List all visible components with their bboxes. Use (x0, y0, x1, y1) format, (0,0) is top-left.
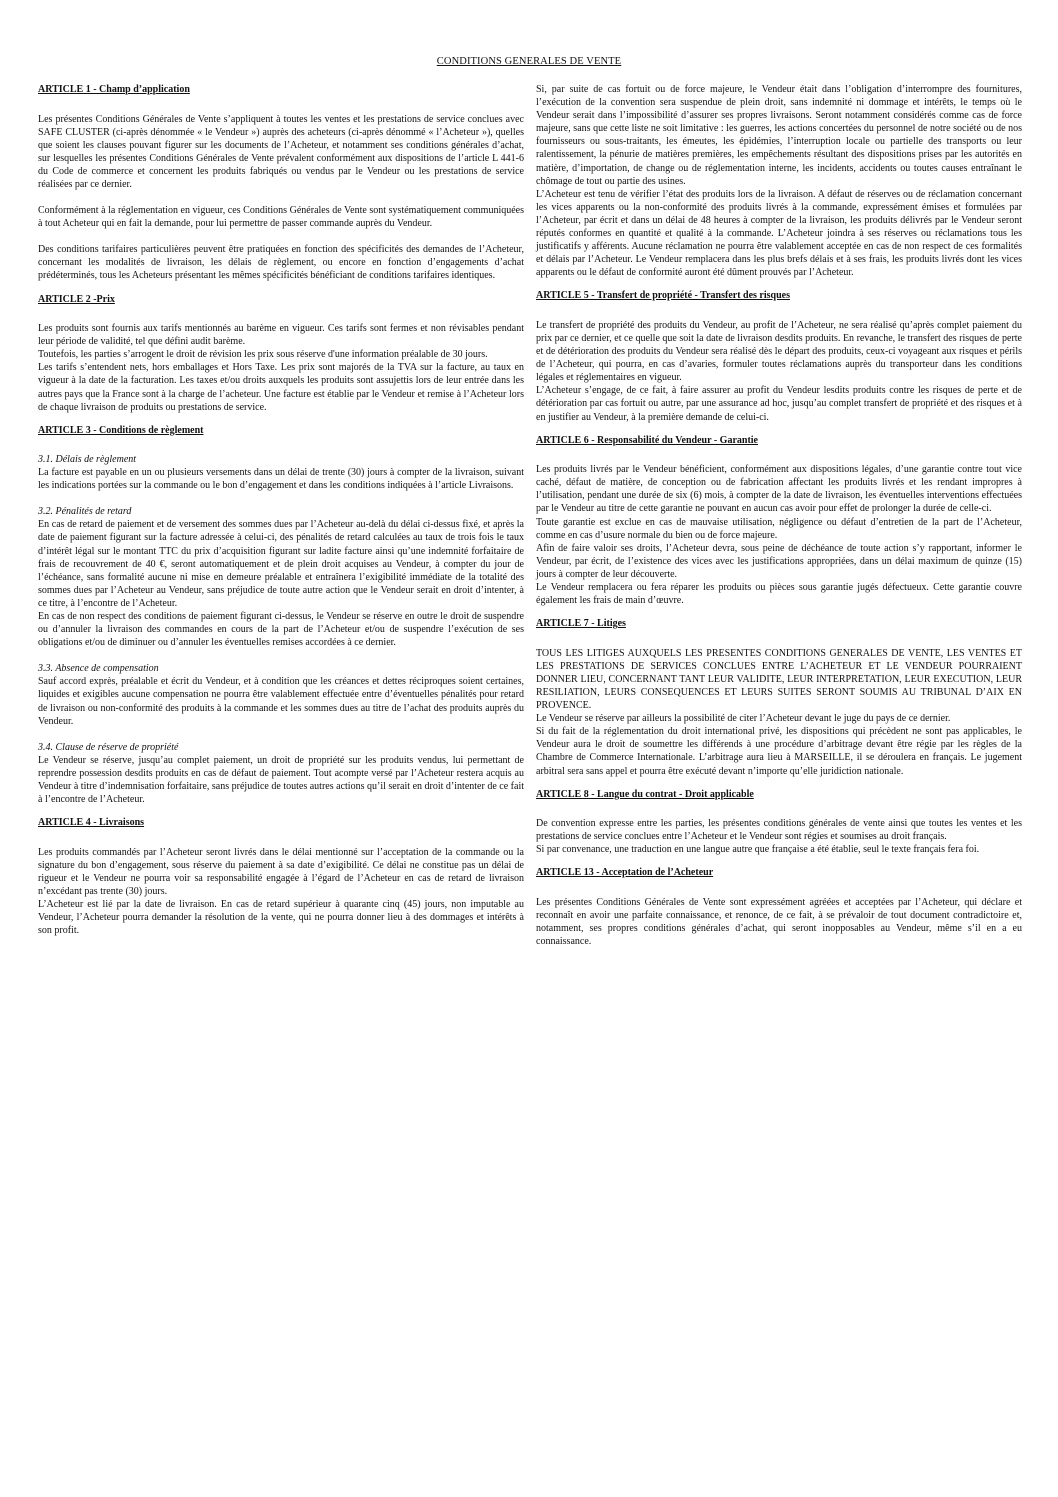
article-3-2-paragraph-1: En cas de retard de paiement et de versement des sommes dues par l’Acheteur au-delà du délai ci-dessus fixé, et après la date de paiement figurant sur la facture adressée à celui-ci, des pénalités de retard calculées au taux de trois fois le taux d’intérêt légal sur le montant TTC du prix d’acquisition figurant sur ladite facture ainsi qu’une indemnité forfaitaire de frais de recouvrement de 40 €, seront automatiquement et de plein droit acquises au Vendeur, à compter du jour de l’échéance, sans formalité aucune ni mise en demeure préalable et entraînera l’exigibilité immédiate de la totalité des sommes dues par l’Acheteur au Vendeur, sans préjudice de toute autre action que le Vendeur serait en droit d’intenter, à ce titre, à l’encontre de l’Acheteur. (38, 519, 524, 609)
article-6-title: ARTICLE 6 - Responsabilité du Vendeur - Garantie (536, 434, 758, 446)
article-4-paragraph-4: L’Acheteur est tenu de vérifier l’état des produits lors de la livraison. A défaut de réserves ou de réclamation concernant les vices apparents ou la non-conformité des produits livrés à la commande, expressément émises et formulées par l’Acheteur, par écrit et dans un délai de 48 heures à compter de la livraison, les produits délivrés par le Vendeur seront réputés conformes en quantité et qualité à la commande. L’Acheteur joindra à ses réserves ou réclamations tous les justificatifs y afférents. Aucune réclamation ne pourra être valablement acceptée en cas de non respect de ces formalités et délais par l’Acheteur. Le Vendeur remplacera dans les plus brefs délais et à ses frais, les produits livrés dont les vices apparents ou le défaut de conformité auront été dûment prouvés par l’Acheteur. (536, 188, 1022, 279)
article-7-paragraph-2: Le Vendeur se réserve par ailleurs la possibilité de citer l’Acheteur devant le juge du pays de ce dernier. (536, 713, 951, 725)
article-5-title: ARTICLE 5 - Transfert de propriété - Transfert des risques (536, 290, 790, 302)
article-1-paragraph-2: Conformément à la réglementation en vigueur, ces Conditions Générales de Vente sont systématiquement communiquées à tout Acheteur qui en fait la demande, pour lui permettre de passer commande auprès du Vendeur. (38, 205, 524, 230)
article-6-paragraph-3: Afin de faire valoir ses droits, l’Acheteur devra, sous peine de déchéance de toute action s’y rapportant, informer le Vendeur, par écrit, de l’existence des vices avec les justifications appropriées, dans un délai maximum de quinze (15) jours à compter de leur découverte. (536, 542, 1022, 580)
article-4-paragraph-2: L’Acheteur est lié par la date de livraison. En cas de retard supérieur à quarante cinq (45) jours, non imputable au Vendeur, l’Acheteur pourra demander la résolution de la vente, qui ne pourra donner lieu à des dommages et intérêts à son profit. (38, 898, 524, 937)
article-4-paragraph-3: Si, par suite de cas fortuit ou de force majeure, le Vendeur était dans l’obligation d’interrompre des fournitures, l’exécution de la convention sera suspendue de plein droit, sans indemnité ni dommage et intérêts, le temps où le Vendeur serait dans l’impossibilité d’assurer ses propres livraisons. Seront notamment considérés comme cas de force majeure, sans que cette liste ne soit limitative : les guerres, les actions concertées du personnel de notre société ou de nos fournisseurs ou sous-traitants, les émeutes, les épidémies, l’interruption locale ou partielle des transports ou leur ralentissement, la pénurie de matières premières, les empêchements résultant des dispositions prises par les autorités en matière, d’importation, de change ou de réglementation interne, les incidents, accidents ou toutes causes entraînant le chômage de tout ou partie des usines. (536, 84, 1022, 187)
article-8-paragraph-1: De convention expresse entre les parties, les présentes conditions générales de vente ainsi que toutes les ventes et les prestations de service conclues entre l’Acheteur et le Vendeur sont régies et soumises au droit français. (536, 818, 1022, 843)
article-13-paragraph-1: Les présentes Conditions Générales de Vente sont expressément agréées et acceptées par l’Acheteur, qui déclare et reconnaît en avoir une parfaite connaissance, et renonce, de ce fait, à se prévaloir de tout document contradictoire et, notamment, ses propres conditions générales d’achat, qui seront inopposables au Vendeur, même s’il en a eu connaissance. (536, 896, 1022, 948)
article-3-1-paragraph: La facture est payable en un ou plusieurs versements dans un délai de trente (30) jours à compter de la livraison, suivant les indications portées sur la commande ou le bon d’engagement et dans les conditions indiquées à l’article Livraisons. (38, 467, 524, 492)
article-13-title: ARTICLE 13 - Acceptation de l’Acheteur (536, 867, 714, 879)
article-5-paragraph-2: L’Acheteur s’engage, de ce fait, à faire assurer au profit du Vendeur lesdits produits contre les risques de perte et de détérioration par cas fortuit ou autre, par une assurance ad hoc, jusqu’au complet transfert de propriété et des risques et à en justifier au Vendeur, à la première demande de celui-ci. (536, 385, 1022, 423)
article-4-title: ARTICLE 4 - Livraisons (38, 817, 145, 829)
article-2-paragraph-1: Les produits sont fournis aux tarifs mentionnés au barème en vigueur. Ces tarifs sont fermes et non révisables pendant leur période de validité, tel que défini audit barème. (38, 323, 524, 348)
article-8-paragraph-2: Si par convenance, une traduction en une langue autre que française a été établie, seul le texte français fera foi. (536, 844, 980, 856)
article-3-title: ARTICLE 3 - Conditions de règlement (38, 424, 204, 436)
article-8-title: ARTICLE 8 - Langue du contrat - Droit applicable (536, 788, 754, 800)
article-3-2-paragraph-2: En cas de non respect des conditions de paiement figurant ci-dessus, le Vendeur se réserve en outre le droit de suspendre ou d’annuler la livraison des commandes en cours de la part de l’Acheteur et/ou de suspendre l’exécution de ses obligations et/ou de diminuer ou d’annuler les éventuelles remises accordées à ce dernier. (38, 611, 524, 649)
article-1-paragraph-3: Des conditions tarifaires particulières peuvent être pratiquées en fonction des spécificités des demandes de l’Acheteur, concernant les modalités de livraison, les délais de règlement, ou encore en fonction d’engagements d’achat prédéterminés, tous les Acheteurs présentant les mêmes spécificités bénéficiant de conditions tarifaires identiques. (38, 244, 524, 282)
article-3-4-title: 3.4. Clause de réserve de propriété (38, 741, 179, 753)
article-7-title: ARTICLE 7 - Litiges (536, 618, 626, 630)
article-3-3-title: 3.3. Absence de compensation (38, 663, 159, 675)
article-1-paragraph-1: Les présentes Conditions Générales de Vente s’appliquent à toutes les ventes et les prestations de service conclues avec SAFE CLUSTER (ci-après dénommée « le Vendeur ») auprès des acheteurs (ci-après dénommé « l’Acheteur »), quelles que soient les clauses pouvant figurer sur les documents de l’Acheteur, et notamment ses conditions générales d’achat, sur lesquelles les présentes Conditions Générales de Vente prévalent conformément aux dispositions de l’article L 441-6 du Code de commerce et concernent les produits fabriqués ou vendus par le Vendeur ou les prestations de service réalisées par ce dernier. (38, 113, 524, 190)
article-7-paragraph-1: TOUS LES LITIGES AUXQUELS LES PRESENTES CONDITIONS GENERALES DE VENTE, LES VENTES ET LES PRESTATIONS DE SERVICES CONCLUES ENTRE L’ACHETEUR ET LE VENDEUR POURRAIENT DONNER LIEU, CONCERNANT TANT LEUR VALIDITE, LEUR INTERPRETATION, LEUR EXECUTION, LEUR RESILIATION, LEURS CONSEQUENCES ET LEURS SUITES SERONT SOUMIS AU TRIBUNAL D’AIX EN PROVENCE. (536, 647, 1022, 712)
right-column (536, 83, 1022, 948)
article-1-title: ARTICLE 1 - Champ d’application (38, 84, 190, 95)
article-3-4-paragraph: Le Vendeur se réserve, jusqu’au complet paiement, un droit de propriété sur les produits vendus, lui permettant de reprendre possession desdits produits en cas de défaut de paiement. Tout acompte versé par l’Acheteur restera acquis au Vendeur à titre d’indemnisation forfaitaire, sans préjudice de toutes autres actions qu’il serait en droit d’intenter de ce fait à l’encontre de l’Acheteur. (38, 754, 524, 805)
document-title: CONDITIONS GENERALES DE VENTE (436, 56, 622, 67)
article-6-paragraph-2: Toute garantie est exclue en cas de mauvaise utilisation, négligence ou défaut d’entretien de la part de l’Acheteur, comme en cas d’usure normale du bien ou de force majeure. (536, 516, 1022, 541)
left-column (38, 83, 524, 937)
article-3-3-paragraph: Sauf accord exprès, préalable et écrit du Vendeur, et à condition que les créances et dettes réciproques soient certaines, liquides et exigibles aucune compensation ne pourra être valablement effectuée entre d’éventuelles pénalités pour retard de livraison ou non-conformité des produits à la commande et les sommes dues au titre de l’achat des produits auprès du Vendeur. (38, 676, 524, 727)
article-6-paragraph-4: Le Vendeur remplacera ou fera réparer les produits ou pièces sous garantie jugés défectueux. Cette garantie couvre également les frais de main d’œuvre. (536, 582, 1022, 607)
article-2-title: ARTICLE 2 -Prix (38, 293, 115, 305)
article-3-1-title: 3.1. Délais de règlement (38, 454, 137, 466)
article-6-paragraph-1: Les produits livrés par le Vendeur bénéficient, conformément aux dispositions légales, d’une garantie contre tout vice caché, défaut de matière, de conception ou de fabrication affectant les produits livrés et les rendant impropres à l’utilisation, pendant une durée de six (6) mois, à compter de la date de livraison, les éventuelles interventions effectuées par le Vendeur au titre de cette garantie ne pouvant en aucun cas avoir pour effet de prolonger la durée de celle-ci. (536, 464, 1022, 515)
article-2-paragraph-3: Les tarifs s’entendent nets, hors emballages et Hors Taxe. Les prix sont majorés de la TVA sur la facture, au taux en vigueur à la date de la facturation. Les taxes et/ou droits auxquels les produits sont assujettis lors de leur entrée dans les autres pays que la France sont à la charge de l’acheteur. Une facture est établie par le Vendeur et remise à l’Acheteur lors de chaque livraison de produits ou prestations de service. (38, 362, 524, 413)
article-3-2-title: 3.2. Pénalités de retard (38, 506, 132, 518)
article-5-paragraph-1: Le transfert de propriété des produits du Vendeur, au profit de l’Acheteur, ne sera réalisé qu’après complet paiement du prix par ce dernier, et ce quelle que soit la date de livraison desdits produits. En revanche, le transfert des risques de perte et de détérioration des produits du Vendeur sera réalisé dès le départ des produits, ceux-ci voyageant aux risques et périls de l’Acheteur, qui pourra, en cas d’avaries, formuler toutes réclamations auprès du transporteur dans les conditions légales et réglementaires en vigueur. (536, 319, 1022, 384)
article-4-paragraph-1: Les produits commandés par l’Acheteur seront livrés dans le délai mentionné sur l’acceptation de la commande ou la signature du bon d’engagement, sous réserve du paiement à sa date d’exigibilité. Ce délai ne constitue pas un délai de rigueur et le Vendeur ne pourra voir sa responsabilité engagée à l’égard de l’Acheteur en cas de retard de livraison n’excédant pas trente (30) jours. (38, 846, 524, 897)
article-7-paragraph-3: Si du fait de la réglementation du droit international privé, les dispositions qui précèdent ne sont pas applicables, le Vendeur aura le droit de soumettre les différends à une procédure d’arbitrage devant être régie par les règles de la Chambre de Commerce Internationale. L’arbitrage aura lieu à MARSEILLE, il se déroulera en français. Le jugement arbitral sera sans appel et pourra être exécuté devant n’importe qu’elle juridiction nationale. (536, 726, 1022, 777)
article-2-paragraph-2: Toutefois, les parties s’arrogent le droit de révision les prix sous réserve d'une information préalable de 30 jours. (38, 349, 488, 361)
